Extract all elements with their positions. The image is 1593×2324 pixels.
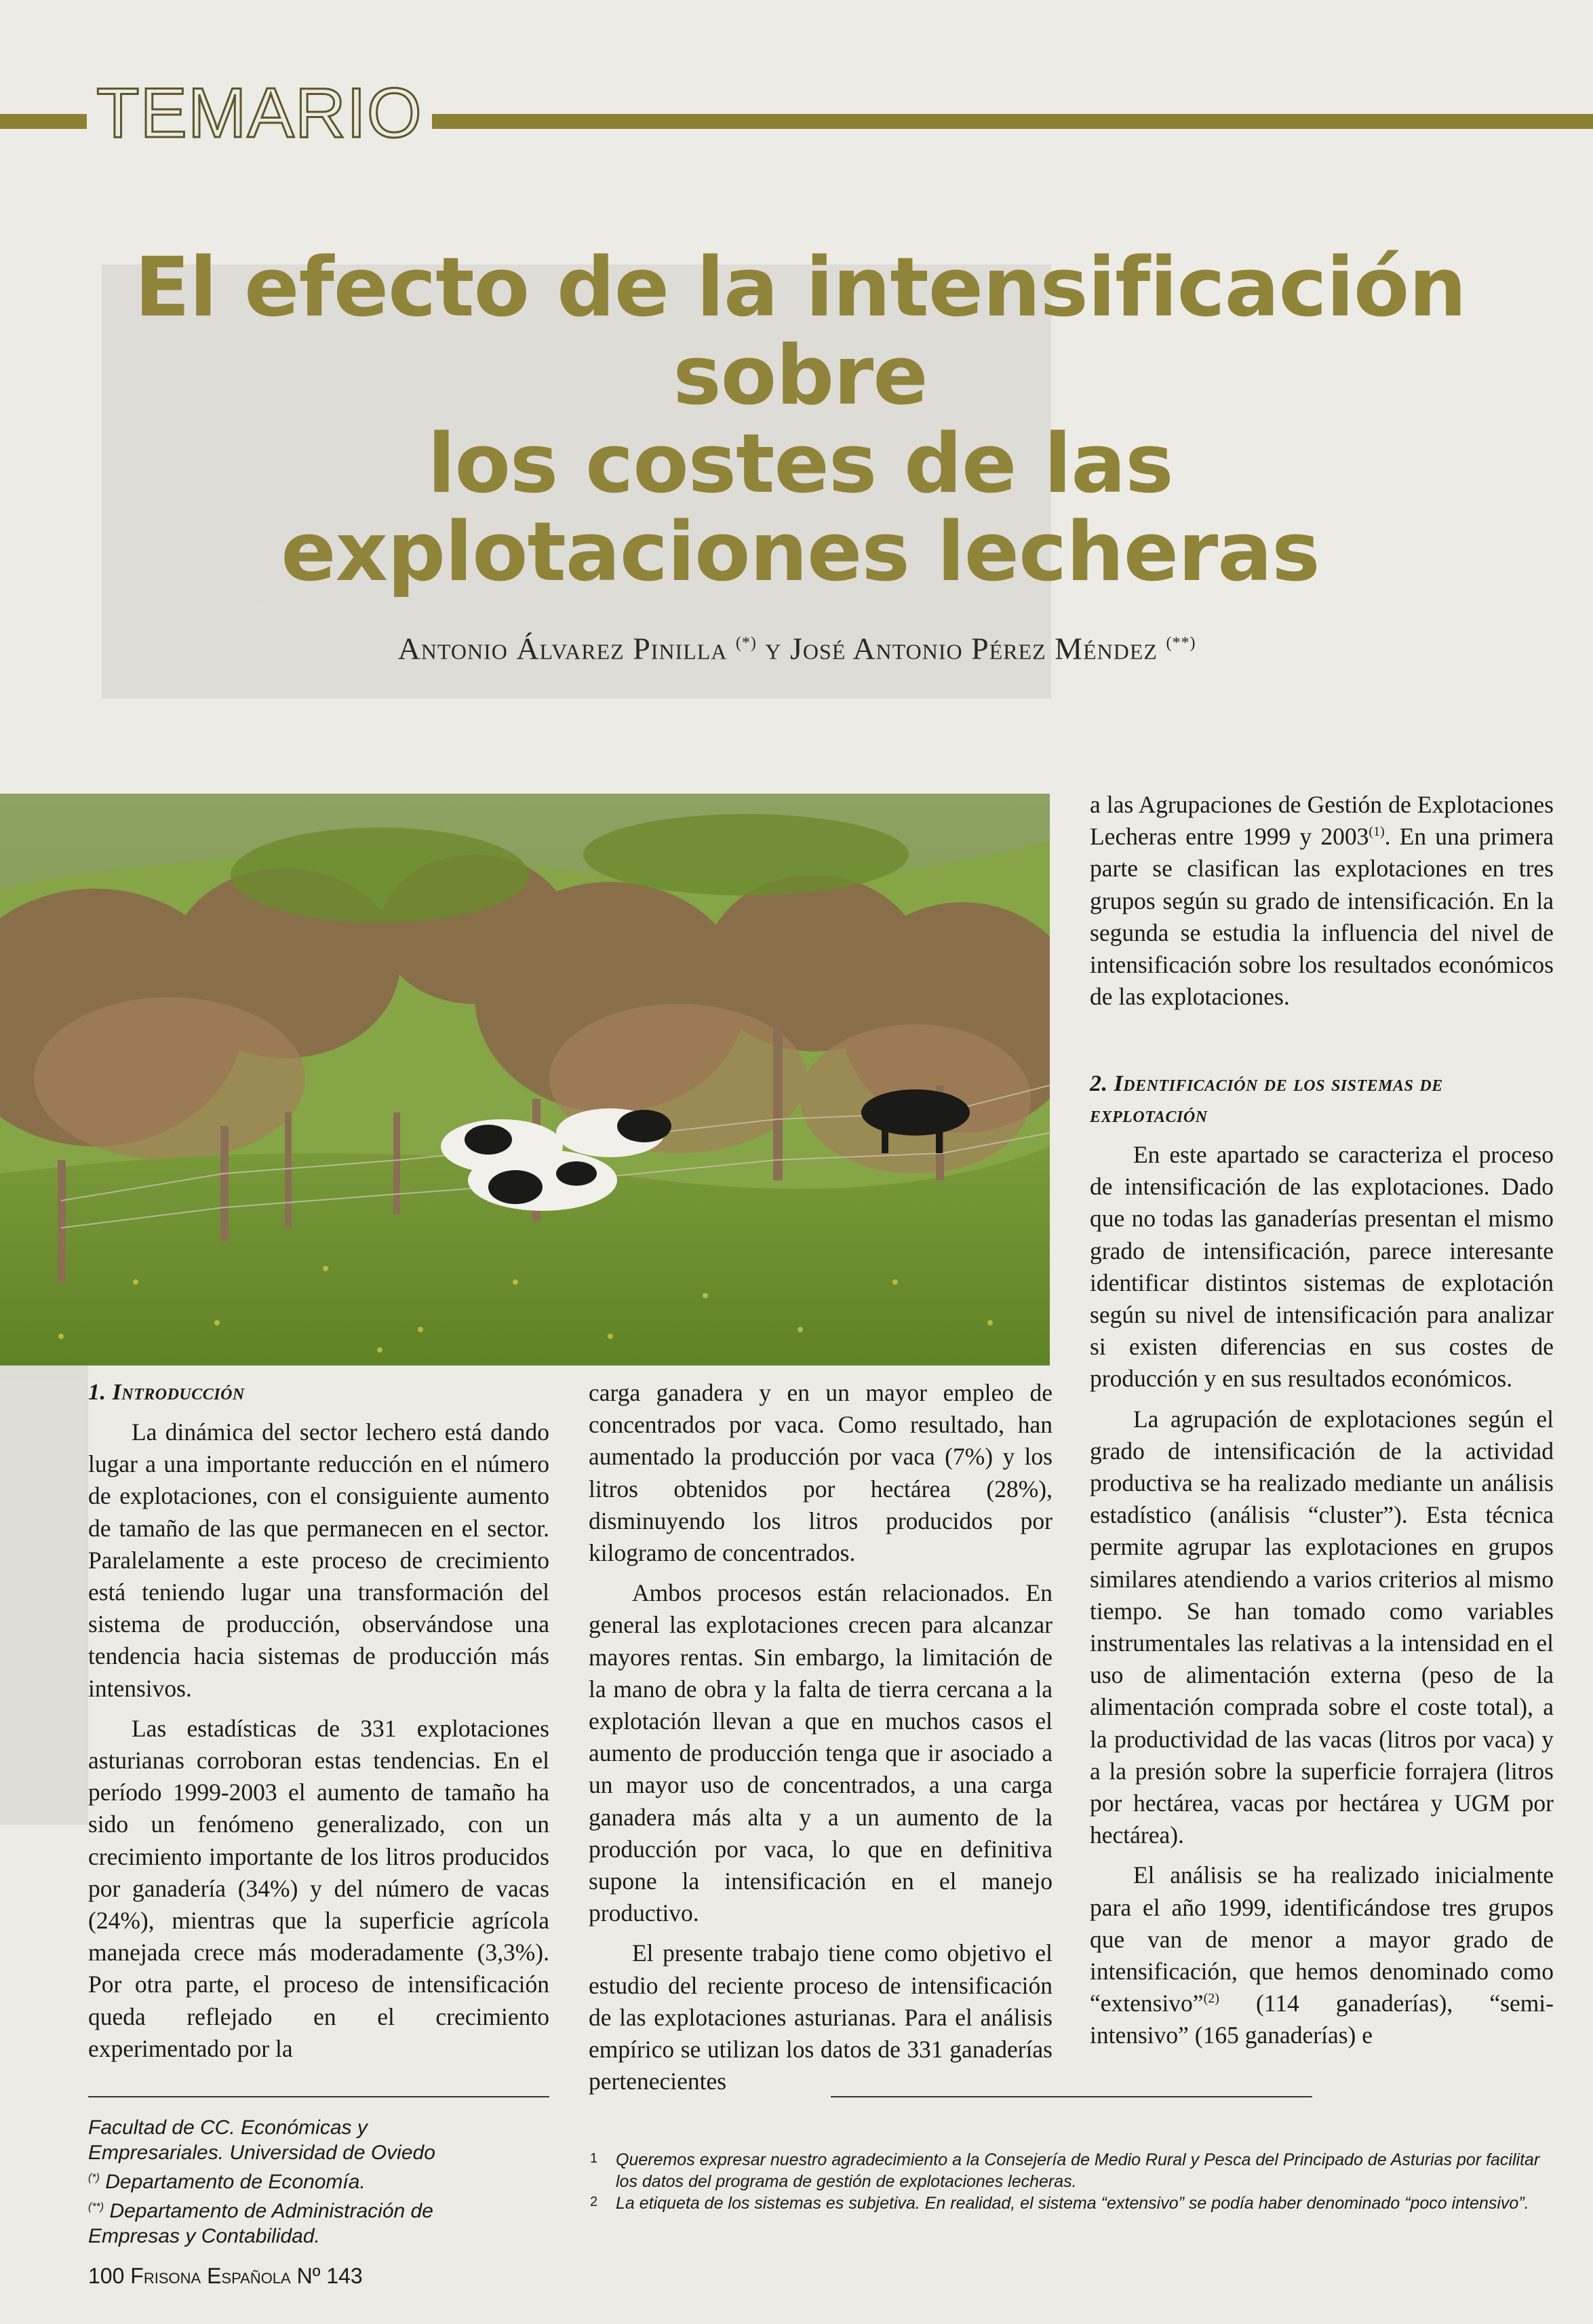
body-paragraph: Las estadísticas de 331 explotaciones asturianas corroboran estas tendencias. En el período 1999-2003 el aumento de tamaño ha sido un fenómeno generalizado, con un crecimiento importante de los litros producidos por ganadería (34%) y del número de vacas (24%), mientras que la superficie agrícola manejada crece más moderadamente (3,3%). Por otra parte, el proceso de intensificación queda reflejado en el crecimiento experimentado por la bbox=[88, 1714, 549, 2062]
section-tag: TEMARIO bbox=[87, 76, 432, 151]
footnote bbox=[590, 2192, 1560, 2214]
text-run: . En una primera parte se clasifican las explotaciones en tres grupos según su grado de intensificación. En la segunda se estudia la influencia del nivel de intensificación sobre los resultados económicos de las explotaciones. bbox=[1090, 823, 1554, 1011]
body-paragraph: En este apartado se caracteriza el proceso de intensificación de las explotaciones. Dado que no todas las ganaderías presentan el mismo grado de intensificación, parece interesante identificar distintos sistemas de explotación según su nivel de intensificación para analizar si existen diferencias en sus costes de producción y en sus resultados económicos. bbox=[1090, 1141, 1554, 1393]
issue-number: Nº 143 bbox=[296, 2264, 363, 2288]
footnote-text: La etiqueta de los sistemas es subjetiva. En realidad, el sistema “extensivo” se podía haber denominado “poco intensivo”. bbox=[616, 2194, 1529, 2213]
author-byline bbox=[136, 623, 1458, 669]
body-paragraph bbox=[1090, 1859, 1554, 2051]
footnote bbox=[590, 2149, 1560, 2192]
page-number: 100 bbox=[88, 2264, 125, 2288]
hero-photo bbox=[0, 794, 1050, 1366]
author-affiliation bbox=[88, 2115, 549, 2249]
text-run: Departamento de Administración de bbox=[104, 2200, 433, 2222]
text-run: Departamento de Economía. bbox=[99, 2171, 366, 2193]
affiliation-line bbox=[88, 2194, 549, 2224]
column-middle bbox=[589, 1377, 1053, 2097]
article-title bbox=[54, 241, 1546, 600]
title-line: explotaciones lecheras bbox=[281, 505, 1320, 600]
page-footer bbox=[88, 2262, 363, 2289]
author-name: José Antonio Pérez Méndez bbox=[790, 631, 1158, 666]
author-mark: (**) bbox=[88, 2201, 104, 2213]
show-through-panel bbox=[0, 1350, 88, 1825]
body-paragraph bbox=[1090, 789, 1554, 1013]
footnote-number: 2 bbox=[590, 2194, 598, 2209]
footnote-rule bbox=[88, 2096, 549, 2097]
body-paragraph: Ambos procesos están relacionados. En general las explotaciones crecen para alcanzar mayores rentas. Sin embargo, la limitación de la mano de obra y la falta de tierra cercana a la explotación llevan a que en muchos casos el aumento de producción tenga que ir asociado a un mayor uso de concentrados, a una carga ganadera más alta y a un aumento de la producción por vaca, lo que en definitiva supone la intensificación en el manejo productivo. bbox=[589, 1579, 1053, 1927]
affiliation-line: Facultad de CC. Económicas y bbox=[88, 2116, 368, 2139]
body-paragraph: El presente trabajo tiene como objetivo el estudio del reciente proceso de intensificación de las explotaciones asturianas. Para el análisis empírico se utilizan los datos de 331 ganaderías pertenecientes bbox=[589, 1939, 1053, 2095]
footnote-ref: (1) bbox=[1369, 824, 1385, 840]
title-line: El efecto de la intensificación sobre bbox=[134, 241, 1466, 423]
body-paragraph: carga ganadera y en un mayor empleo de concentrados por vaca. Como resultado, han aumentado la producción por vaca (7%) y los litros obtenidos por hectárea (28%), disminuyendo los litros producidos por kilogramo de concentrados. bbox=[589, 1379, 1053, 1567]
footnote-rule bbox=[831, 2096, 1312, 2097]
text-run: El análisis se ha realizado inicialmente para el año 1999, identificándose tres grupos que van de menor a mayor grado de intensificación, que hemos denominado como “extensivo” bbox=[1090, 1861, 1554, 2017]
author-connector: y bbox=[765, 631, 782, 666]
author-mark: (**) bbox=[1166, 634, 1196, 652]
text-run: (114 ganaderías), “semi-intensivo” (165 ganaderías) e bbox=[1090, 1990, 1554, 2049]
magazine-name: Española bbox=[207, 2264, 291, 2288]
section-heading: 1. Introducción bbox=[88, 1380, 245, 1405]
footnotes bbox=[590, 2149, 1560, 2214]
body-paragraph: La dinámica del sector lechero está dando lugar a una importante reducción en el número de explotaciones, con el consiguiente aumento de tamaño de las que permanecen en el sector. Paralelamente a este proceso de crecimiento está teniendo lugar una transformación del sistema de producción, observándose una tendencia hacia sistemas de producción más intensivos. bbox=[88, 1418, 549, 1702]
author-mark: (*) bbox=[88, 2172, 100, 2184]
text-run: a las Agrupaciones de Gestión de Explotaciones Lecheras entre 1999 y 2003 bbox=[1090, 791, 1554, 851]
affiliation-line bbox=[88, 2165, 549, 2194]
section-heading: 2. Identificación de los sistemas de explotación bbox=[1090, 1071, 1443, 1127]
footnote-number: 1 bbox=[590, 2151, 598, 2166]
body-paragraph: La agrupación de explotaciones según el grado de intensificación de la actividad productiva se ha realizado mediante un análisis estadístico (análisis “cluster”). Esta técnica permite agrupar las explotaciones en grupos similares atendiendo a varios criterios al mismo tiempo. Se han tomado como variables instrumentales las relativas a la intensidad en el uso de alimentación externa (peso de la alimentación comprada sobre el coste total), a la productividad de las vacas (litros por vaca) y a la presión sobre la superficie forrajera (litros por hectárea, vacas por hectárea y UGM por hectárea). bbox=[1090, 1405, 1554, 1849]
column-right-top bbox=[1090, 789, 1554, 1013]
magazine-name: Frisona bbox=[130, 2264, 201, 2288]
column-left bbox=[88, 1377, 549, 2065]
affiliation-line: Empresas y Contabilidad. bbox=[88, 2225, 320, 2247]
author-name: Antonio Álvarez Pinilla bbox=[397, 631, 728, 666]
column-right-main bbox=[1090, 1068, 1554, 2052]
title-line: los costes de las bbox=[427, 417, 1173, 511]
author-mark: (*) bbox=[735, 634, 757, 652]
affiliation-line: Empresariales. Universidad de Oviedo bbox=[88, 2142, 435, 2164]
footnote-text: Queremos expresar nuestro agradecimiento a la Consejería de Medio Rural y Pesca del Principado de Asturias por facilitar los datos del programa de gestión de explotaciones lecheras. bbox=[616, 2150, 1540, 2191]
pasture-illustration bbox=[0, 794, 1050, 1366]
footnote-ref: (2) bbox=[1203, 1991, 1219, 2007]
